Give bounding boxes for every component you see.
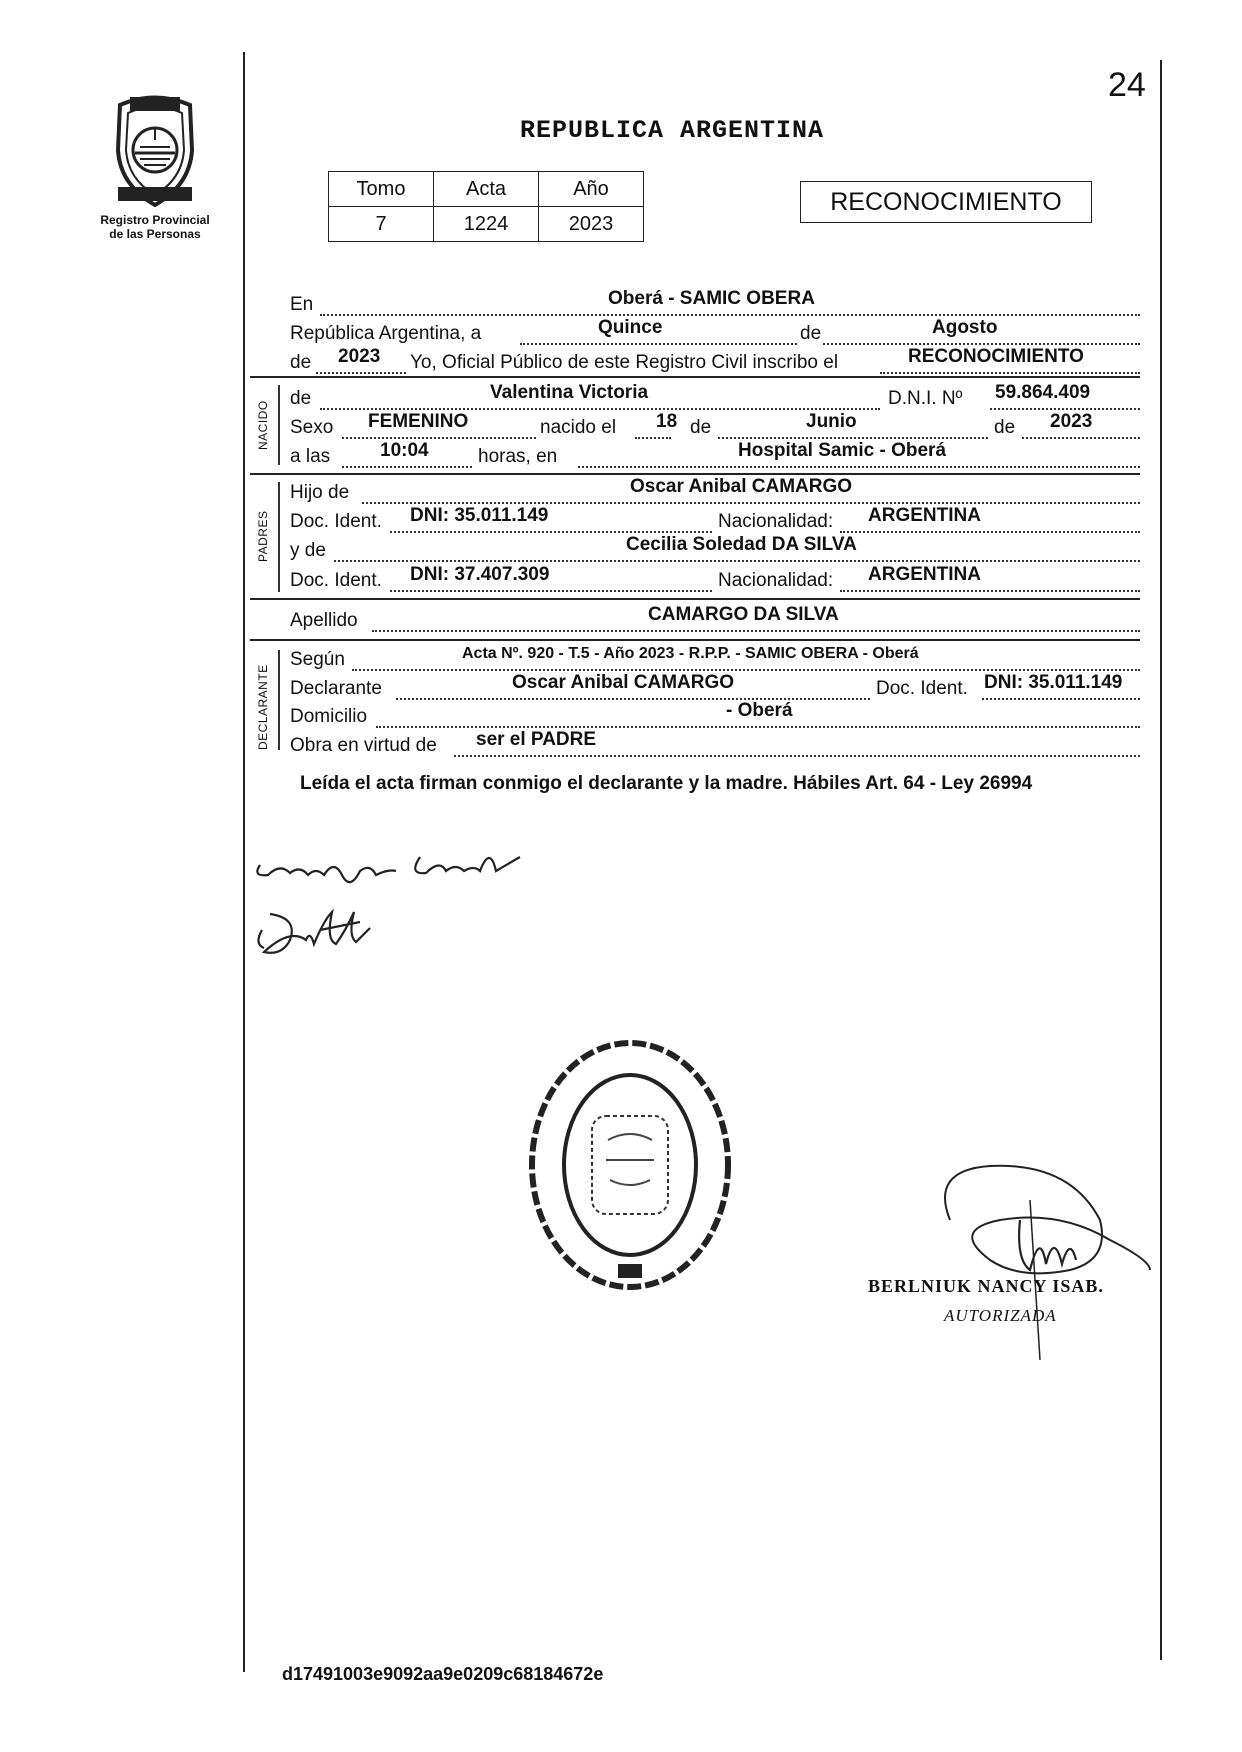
domicilio-value: - Oberá xyxy=(726,700,793,721)
child-dni-value: 59.864.409 xyxy=(995,382,1091,403)
dotted-leader xyxy=(320,314,1140,316)
dotted-leader xyxy=(342,466,472,468)
de-label: de xyxy=(994,417,1016,438)
section-bracket xyxy=(278,650,280,750)
header-acta: Acta xyxy=(434,172,539,207)
republica-label: República Argentina, a xyxy=(290,323,482,344)
dni-label: D.N.I. Nº xyxy=(888,388,963,409)
year-value: 2023 xyxy=(338,346,381,367)
horas-label: horas, en xyxy=(478,446,558,467)
birth-time-value: 10:04 xyxy=(380,440,429,461)
right-margin-line xyxy=(1160,60,1162,1660)
declarante-label: Declarante xyxy=(290,678,382,699)
row-doc-padre xyxy=(290,507,1140,535)
document-title: REPUBLICA ARGENTINA xyxy=(520,116,825,145)
row-anio xyxy=(290,348,1140,376)
declarant-signature xyxy=(250,835,540,900)
row-declarante xyxy=(290,674,1140,702)
doc-ident-label: Doc. Ident. xyxy=(876,678,968,699)
mother-nationality-value: ARGENTINA xyxy=(868,564,981,585)
birth-year-value: 2023 xyxy=(1050,411,1093,432)
dotted-leader xyxy=(1022,437,1140,439)
header-tomo: Tomo xyxy=(329,172,434,207)
apellido-value: CAMARGO DA SILVA xyxy=(648,604,839,625)
padres-section-label: PADRES xyxy=(256,510,270,562)
act-type-box: RECONOCIMIENTO xyxy=(800,181,1092,223)
section-divider xyxy=(250,598,1140,600)
value-acta: 1224 xyxy=(434,207,539,242)
domicilio-label: Domicilio xyxy=(290,706,368,727)
record-table-value-row xyxy=(329,207,644,242)
declarante-section-label: DECLARANTE xyxy=(256,664,270,750)
dotted-leader xyxy=(390,531,712,533)
dotted-leader xyxy=(840,590,1140,592)
provincia-de-misiones-seal-icon xyxy=(100,95,210,215)
dotted-leader xyxy=(454,755,1140,757)
en-label: En xyxy=(290,294,314,315)
official-role: AUTORIZADA xyxy=(944,1306,1057,1325)
nacido-label: nacido el xyxy=(540,417,617,438)
section-bracket xyxy=(278,482,280,592)
father-name-value: Oscar Anibal CAMARGO xyxy=(630,476,853,497)
dotted-leader xyxy=(352,669,1140,671)
sexo-label: Sexo xyxy=(290,417,334,438)
nacionalidad-label: Nacionalidad: xyxy=(718,511,834,532)
row-hora xyxy=(290,442,1140,470)
dotted-leader xyxy=(362,502,1140,504)
mother-name-value: Cecilia Soledad DA SILVA xyxy=(626,534,857,555)
section-bracket xyxy=(278,385,280,465)
dotted-leader xyxy=(396,698,870,700)
left-margin-line xyxy=(243,52,245,1672)
dotted-leader xyxy=(390,590,712,592)
dotted-leader xyxy=(334,560,1140,562)
dotted-leader xyxy=(840,531,1140,533)
value-ano: 2023 xyxy=(539,207,644,242)
row-segun xyxy=(290,645,1140,673)
row-madre xyxy=(290,536,1140,564)
day-value: Quince xyxy=(598,317,663,338)
row-fecha xyxy=(290,319,1140,347)
de-label: de xyxy=(690,417,712,438)
segun-value: Acta Nº. 920 - T.5 - Año 2023 - R.P.P. - SAMIC OBERA - Oberá xyxy=(462,645,919,662)
hijo-label: Hijo de xyxy=(290,482,350,503)
alas-label: a las xyxy=(290,446,331,467)
official-stamp-icon xyxy=(520,1030,740,1305)
de-label: de xyxy=(290,388,312,409)
document-hash: d17491003e9092aa9e0209c68184672e xyxy=(282,1664,604,1684)
doc-ident-label: Doc. Ident. xyxy=(290,511,382,532)
page-number: 24 xyxy=(1108,66,1146,104)
father-nationality-value: ARGENTINA xyxy=(868,505,981,526)
row-obra xyxy=(290,731,1140,759)
dotted-leader xyxy=(982,698,1140,700)
nacionalidad-label: Nacionalidad: xyxy=(718,570,834,591)
apellido-label: Apellido xyxy=(290,610,358,631)
dotted-leader xyxy=(520,343,1140,345)
sexo-value: FEMENINO xyxy=(368,411,469,432)
dotted-leader xyxy=(316,372,406,374)
obra-value: ser el PADRE xyxy=(476,729,597,750)
birth-place-value: Hospital Samic - Oberá xyxy=(738,440,947,461)
dotted-leader xyxy=(342,437,536,439)
dotted-leader xyxy=(718,437,988,439)
header-ano: Año xyxy=(539,172,644,207)
declarante-doc-value: DNI: 35.011.149 xyxy=(984,672,1123,693)
row-apellido xyxy=(290,606,1140,634)
nacido-section-label: NACIDO xyxy=(256,400,270,450)
mother-signature xyxy=(250,900,380,975)
section-divider xyxy=(250,639,1140,641)
row-sexo xyxy=(290,413,1140,441)
section-divider xyxy=(250,376,1140,378)
dotted-leader xyxy=(990,408,1140,410)
mother-doc-value: DNI: 37.407.309 xyxy=(410,564,550,585)
record-table xyxy=(328,171,644,242)
row-doc-madre xyxy=(290,566,1140,594)
de-label: de xyxy=(290,352,312,373)
father-doc-value: DNI: 35.011.149 xyxy=(410,505,549,526)
dotted-leader xyxy=(635,437,671,439)
official-text: Yo, Oficial Público de este Registro Civil inscribo el xyxy=(410,352,839,373)
obra-label: Obra en virtud de xyxy=(290,735,437,756)
official-name: BERLNIUK NANCY ISAB. xyxy=(868,1276,1104,1296)
declarante-value: Oscar Anibal CAMARGO xyxy=(512,672,735,693)
row-en xyxy=(290,290,1140,318)
segun-label: Según xyxy=(290,649,345,670)
logo-caption xyxy=(80,213,230,241)
closing-text: Leída el acta firman conmigo el declarante y la madre. Hábiles Art. 64 - Ley 26994 xyxy=(300,773,1033,794)
row-nombre xyxy=(290,384,1140,412)
doc-ident-label: Doc. Ident. xyxy=(290,570,382,591)
record-table-header-row xyxy=(329,172,644,207)
section-divider xyxy=(250,473,1140,475)
dotted-leader xyxy=(320,408,880,410)
child-name-value: Valentina Victoria xyxy=(490,382,649,403)
dotted-leader xyxy=(376,726,1140,728)
act-value: RECONOCIMIENTO xyxy=(908,346,1084,367)
dotted-leader xyxy=(880,372,1140,374)
logo-caption-line2: de las Personas xyxy=(109,227,201,241)
dotted-leader xyxy=(578,466,1140,468)
official-signature xyxy=(870,1160,1160,1365)
logo-caption-line1: Registro Provincial xyxy=(100,213,210,227)
birth-month-value: Junio xyxy=(806,411,857,432)
en-value: Oberá - SAMIC OBERA xyxy=(608,288,815,309)
de-label: de xyxy=(800,323,822,344)
yde-label: y de xyxy=(290,540,326,561)
row-padre xyxy=(290,478,1140,506)
dotted-leader xyxy=(372,630,1140,632)
row-domicilio xyxy=(290,702,1140,730)
value-tomo: 7 xyxy=(329,207,434,242)
birth-day-value: 18 xyxy=(656,411,678,432)
month-value: Agosto xyxy=(932,317,998,338)
